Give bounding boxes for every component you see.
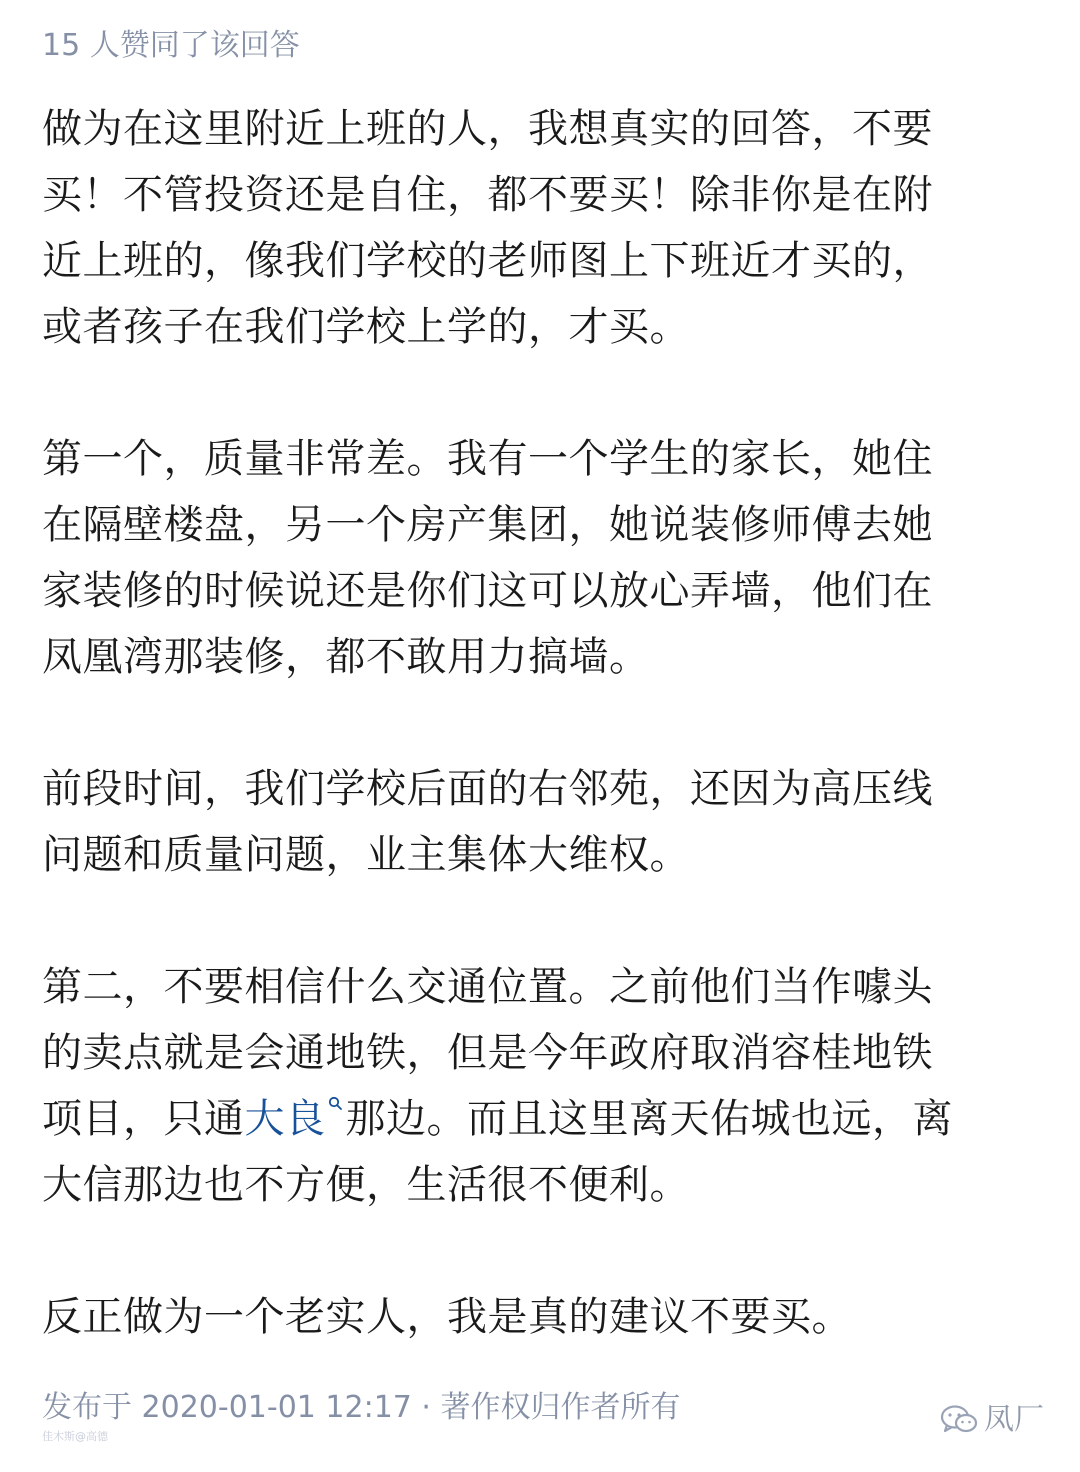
answer-paragraph-4 — [42, 954, 1032, 1218]
wechat-icon — [940, 1404, 978, 1436]
answer-paragraph-2: 第一个，质量非常差。我有一个学生的家长，她住 在隔壁楼盘，另一个房产集团，她说装修师傅去她 家装修的时候说还是你们这可以放心弄墙，他们在 凤凰湾那装修，都不敢用力搞墙。 — [42, 436, 933, 680]
account-name: 凤厂 — [984, 1402, 1044, 1437]
image-watermark: 佳木斯@高德 — [42, 1430, 108, 1443]
paragraph-4-text-after: 那边。而且这里离天佑城也远，离 大信那边也不方便，生活很不便利。 — [42, 1096, 953, 1208]
paragraph-4-text-before: 第二，不要相信什么交通位置。之前他们当作噱头 的卖点就是会通地铁，但是今年政府取消容桂地铁 项目，只通 — [42, 964, 933, 1142]
likes-count: 15 人赞同了该回答 — [42, 28, 300, 63]
search-link-icon[interactable] — [328, 1096, 342, 1110]
account-watermark — [940, 1400, 1044, 1440]
answer-paragraph-5: 反正做为一个老实人，我是真的建议不要买。 — [42, 1294, 852, 1340]
answer-content — [42, 96, 1032, 1350]
publish-info: 发布于 2020-01-01 12:17 · 著作权归作者所有 — [42, 1390, 681, 1425]
place-link-daliang[interactable]: 大良 — [244, 1096, 326, 1142]
answer-paragraph-1: 做为在这里附近上班的人，我想真实的回答，不要 买！不管投资还是自住，都不要买！除非你是在附 近上班的，像我们学校的老师图上下班近才买的， 或者孩子在我们学校上学的，才买。 — [42, 106, 933, 350]
answer-paragraph-3: 前段时间，我们学校后面的右邻苑，还因为高压线 问题和质量问题，业主集体大维权。 — [42, 766, 933, 878]
